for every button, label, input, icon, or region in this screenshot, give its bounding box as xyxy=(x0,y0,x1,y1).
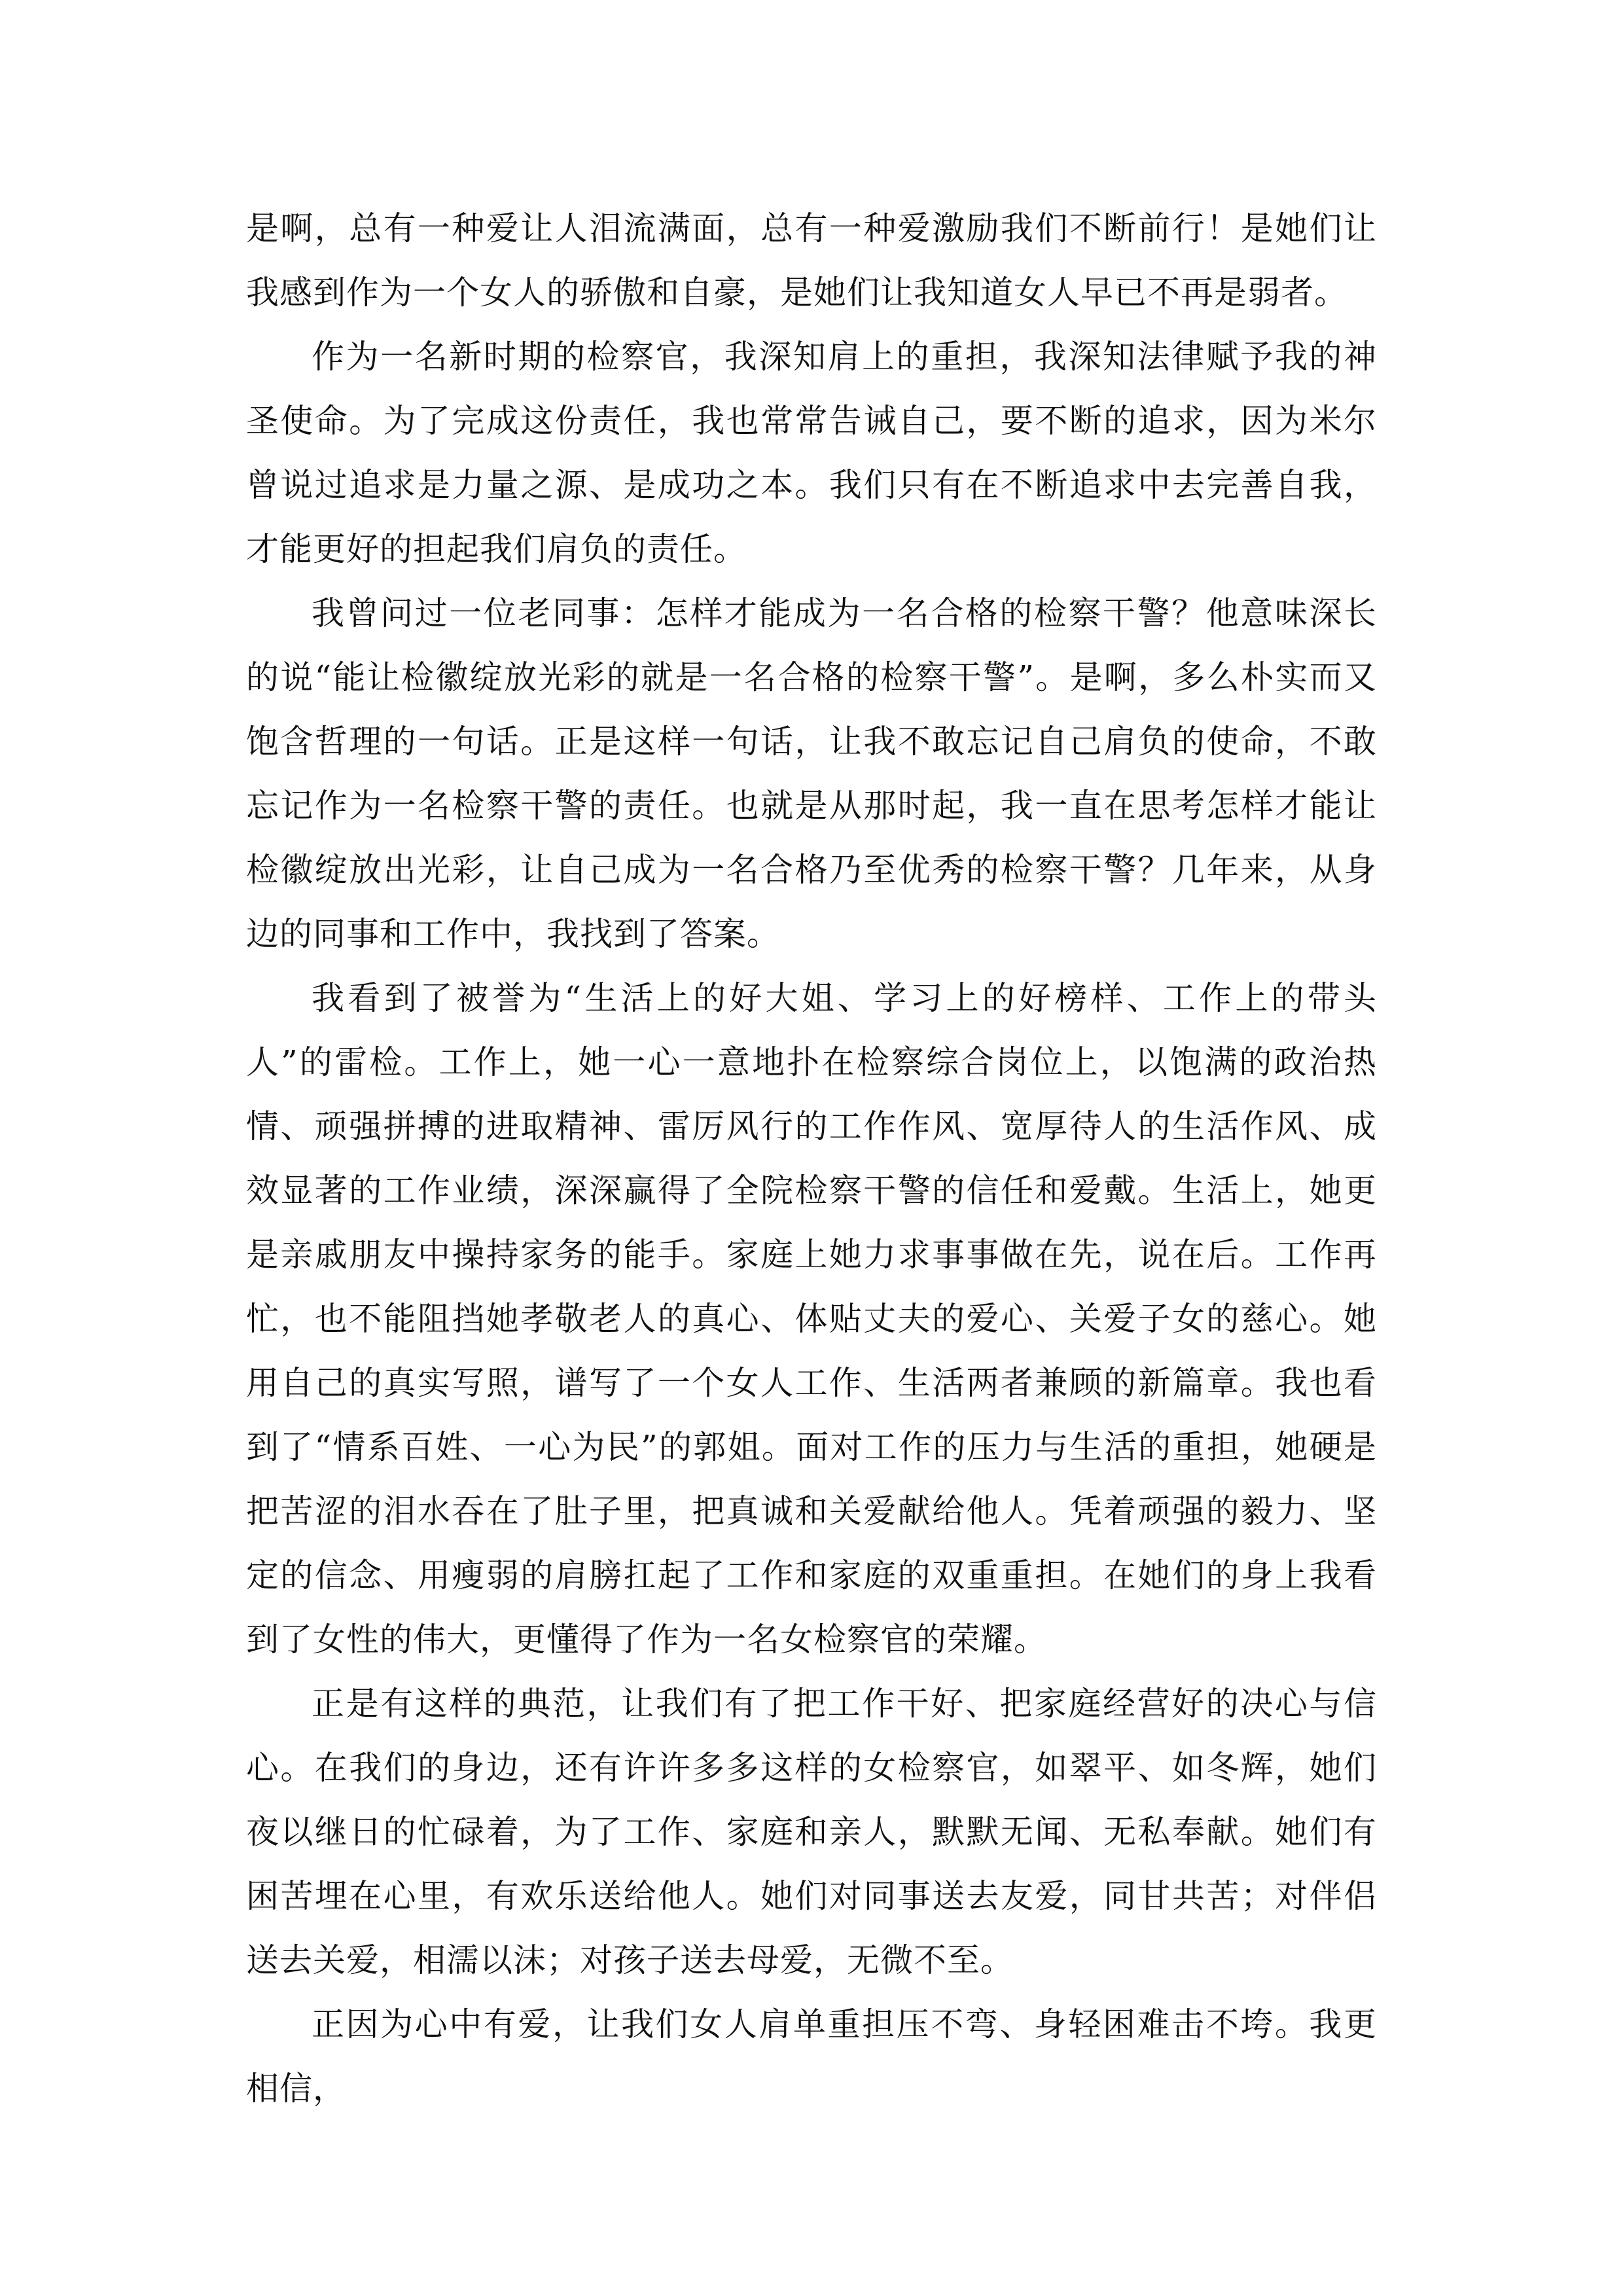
body-text xyxy=(246,196,1377,2121)
paragraph-3: 我曾问过一位老同事：怎样才能成为一名合格的检察干警？他意味深长的说“能让检徽绽放光彩的就是一名合格的检察干警”。是啊，多么朴实而又饱含哲理的一句话。正是这样一句话，让我不敢忘记自己肩负的使命，不敢忘记作为一名检察干警的责任。也就是从那时起，我一直在思考怎样才能让检徽绽放出光彩，让自己成为一名合格乃至优秀的检察干警？几年来，从身边的同事和工作中，我找到了答案。 xyxy=(246,594,1377,953)
paragraph-2: 作为一名新时期的检察官，我深知肩上的重担，我深知法律赋予我的神圣使命。为了完成这份责任，我也常常告诫自己，要不断的追求，因为米尔曾说过追求是力量之源、是成功之本。我们只有在不断追求中去完善自我，才能更好的担起我们肩负的责任。 xyxy=(246,338,1377,568)
paragraph-6: 正因为心中有爱，让我们女人肩单重担压不弯、身轻困难击不垮。我更相信， xyxy=(246,2005,1377,2108)
paragraph-1: 是啊，总有一种爱让人泪流满面，总有一种爱激励我们不断前行！是她们让我感到作为一个女人的骄傲和自豪，是她们让我知道女人早已不再是弱者。 xyxy=(246,209,1377,312)
paragraph-5: 正是有这样的典范，让我们有了把工作干好、把家庭经营好的决心与信心。在我们的身边，还有许许多多这样的女检察官，如翠平、如冬辉，她们夜以继日的忙碌着，为了工作、家庭和亲人，默默无闻、无私奉献。她们有困苦埋在心里，有欢乐送给他人。她们对同事送去友爱，同甘共苦；对伴侣送去关爱，相濡以沫；对孩子送去母爱，无微不至。 xyxy=(246,1685,1377,1979)
paragraph-4: 我看到了被誉为“生活上的好大姐、学习上的好榜样、工作上的带头人”的雷检。工作上，她一心一意地扑在检察综合岗位上，以饱满的政治热情、顽强拼搏的进取精神、雷厉风行的工作作风、宽厚待人的生活作风、成效显著的工作业绩，深深赢得了全院检察干警的信任和爱戴。生活上，她更是亲戚朋友中操持家务的能手。家庭上她力求事事做在先，说在后。工作再忙，也不能阻挡她孝敬老人的真心、体贴丈夫的爱心、关爱子女的慈心。她用自己的真实写照，谱写了一个女人工作、生活两者兼顾的新篇章。我也看到了“情系百姓、一心为民”的郭姐。面对工作的压力与生活的重担，她硬是把苦涩的泪水吞在了肚子里，把真诚和关爱献给他人。凭着顽强的毅力、坚定的信念、用瘦弱的肩膀扛起了工作和家庭的双重重担。在她们的身上我看到了女性的伟大，更懂得了作为一名女检察官的荣耀。 xyxy=(246,979,1377,1659)
